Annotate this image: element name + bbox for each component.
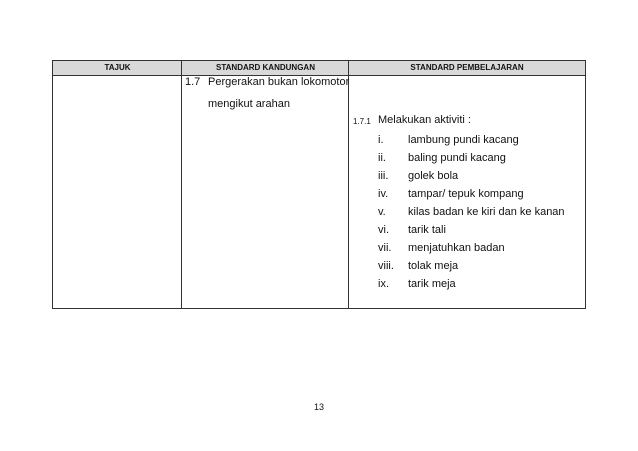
list-item-text: tampar/ tepuk kompang xyxy=(408,188,524,200)
list-item-number: ix. xyxy=(378,278,389,290)
list-item-number: vii. xyxy=(378,242,392,254)
column-divider-2 xyxy=(348,61,349,308)
learning-standard-title: Melakukan aktiviti : xyxy=(378,114,471,126)
curriculum-table xyxy=(52,60,586,309)
list-item-number: iv. xyxy=(378,188,389,200)
learning-standard-number: 1.7.1 xyxy=(353,117,371,126)
content-standard-line1: Pergerakan bukan lokomotor xyxy=(208,76,350,88)
header-standard-kandungan: STANDARD KANDUNGAN xyxy=(216,63,315,72)
table-header-row xyxy=(53,61,585,76)
list-item-text: tolak meja xyxy=(408,260,459,272)
list-item-text: tarik meja xyxy=(408,278,456,290)
list-item-number: ii. xyxy=(378,152,386,164)
list-item-text: menjatuhkan badan xyxy=(408,242,505,254)
content-standard-line2: mengikut arahan xyxy=(208,98,290,110)
list-item-text: lambung pundi kacang xyxy=(408,134,519,146)
list-item-text: tarik tali xyxy=(408,224,446,236)
list-item-number: vi. xyxy=(378,224,389,236)
list-item-text: golek bola xyxy=(408,170,459,182)
list-item-number: v. xyxy=(378,206,386,218)
list-item-number: i. xyxy=(378,134,384,146)
column-divider-1 xyxy=(181,61,182,308)
content-standard-number: 1.7 xyxy=(185,76,201,88)
page-number: 13 xyxy=(313,402,324,412)
list-item-text: kilas badan ke kiri dan ke kanan xyxy=(408,206,565,218)
list-item-number: viii. xyxy=(378,260,394,272)
list-item-number: iii. xyxy=(378,170,389,182)
list-item-text: baling pundi kacang xyxy=(408,152,506,164)
header-standard-pembelajaran: STANDARD PEMBELAJARAN xyxy=(410,63,524,72)
header-tajuk: TAJUK xyxy=(104,63,131,72)
